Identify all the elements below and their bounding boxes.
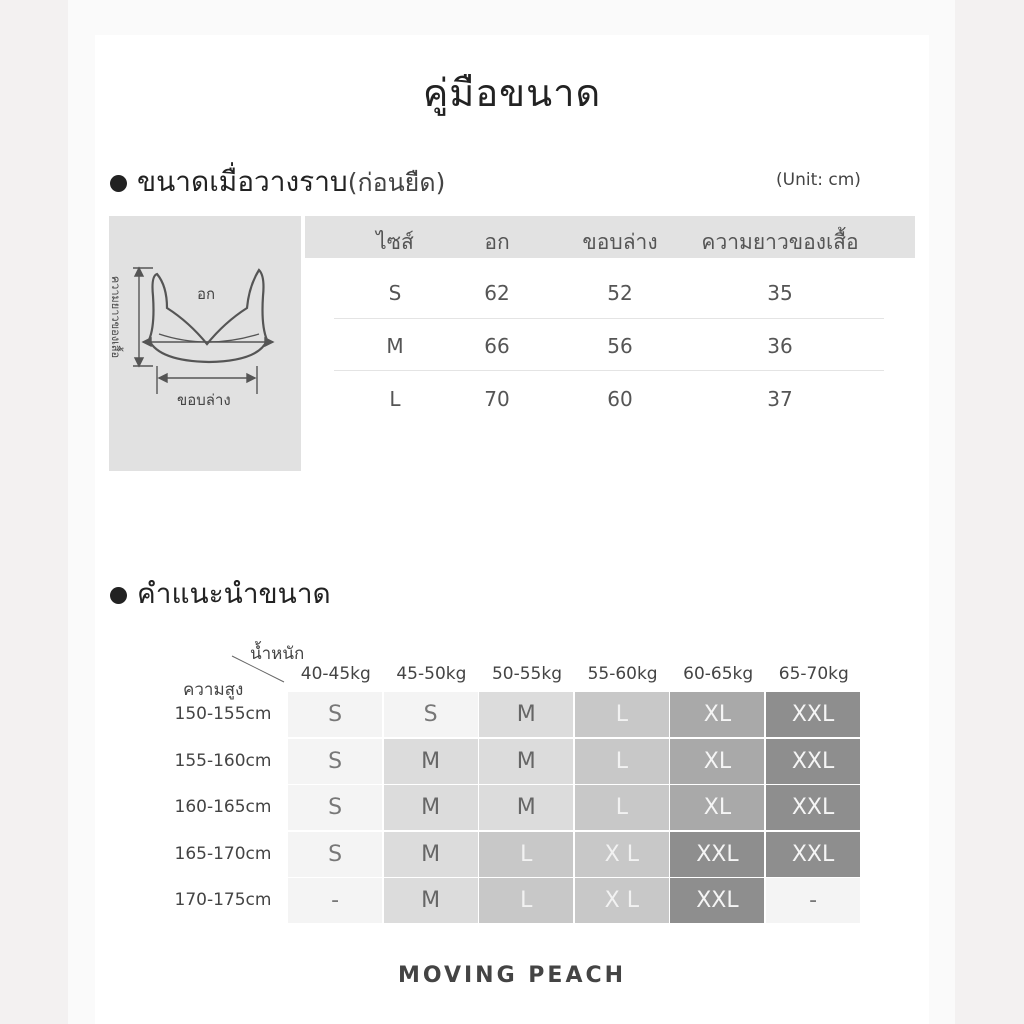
weight-column-header: 40-45kg [300,664,371,684]
weight-column-header: 45-50kg [396,664,467,684]
height-row-header: 160-165cm [174,797,272,818]
diagram-length-label: ความยาวของเสื้อ [109,275,123,359]
height-row-header: 165-170cm [174,843,272,864]
size-cell: L [479,878,573,923]
flat-size-heading [110,160,445,204]
size-cell: S [288,739,382,784]
diagram-bust-label: อก [197,285,216,303]
size-cell: L [479,832,573,877]
size-cell: - [288,878,382,923]
weight-column-header: 50-55kg [491,664,562,684]
size-cell: S [288,785,382,830]
unit-label: (Unit: cm) [776,170,861,190]
diagram-underband-label: ขอบล่าง [177,391,231,409]
size-cell: M [384,785,478,830]
size-cell: S [384,692,478,737]
size-cell: X L [575,878,669,923]
size-cell: M [384,878,478,923]
size-cell: XL [670,692,764,737]
weight-column-header: 65-70kg [778,664,849,684]
weight-axis-label: น้ำหนัก [250,644,305,664]
flat-col-header: ขอบล่าง [582,230,658,254]
size-cell: XXL [766,739,860,784]
size-cell: M [479,785,573,830]
size-cell: XXL [766,785,860,830]
recommend-heading [110,572,331,616]
size-cell: L [575,692,669,737]
size-cell: M [479,692,573,737]
size-cell: S [288,832,382,877]
size-cell: L [575,785,669,830]
flat-cell: 37 [767,387,793,411]
flat-col-header: อก [484,230,510,254]
size-cell: XXL [670,832,764,877]
flat-size-heading-sub: (ก่อนยืด) [347,168,446,197]
flat-cell: 70 [484,387,510,411]
size-cell: XXL [670,878,764,923]
row-divider [334,370,884,371]
bullet-icon [110,587,127,604]
height-axis-label: ความสูง [183,680,244,700]
size-cell: X L [575,832,669,877]
size-cell: XL [670,785,764,830]
row-divider [334,318,884,319]
size-cell: M [384,739,478,784]
recommend-heading-text: คำแนะนำขนาด [137,577,331,610]
flat-cell: 36 [767,334,793,358]
height-row-header: 170-175cm [174,890,272,911]
size-cell: XXL [766,832,860,877]
brand-logo: MOVING PEACH [397,963,627,988]
size-cell: XXL [766,692,860,737]
flat-col-header: ความยาวของเสื้อ [701,230,859,254]
size-cell: M [384,832,478,877]
weight-column-header: 60-65kg [683,664,754,684]
flat-col-header: ไซส์ [376,230,414,254]
bullet-icon [110,175,127,192]
size-cell: - [766,878,860,923]
flat-cell: 60 [607,387,633,411]
page-title: คู่มือขนาด [422,71,602,115]
flat-cell: L [389,387,401,411]
flat-cell: 56 [607,334,633,358]
weight-column-header: 55-60kg [587,664,658,684]
flat-cell: M [386,334,404,358]
height-row-header: 150-155cm [174,704,272,724]
flat-cell: 35 [767,281,793,305]
height-row-header: 155-160cm [174,750,272,771]
size-cell: S [288,692,382,737]
flat-cell: S [388,281,402,305]
flat-size-heading-text: ขนาดเมื่อวางราบ [137,165,348,198]
size-cell: XL [670,739,764,784]
bra-outline-icon [109,216,301,471]
bra-diagram [109,216,301,471]
flat-cell: 66 [484,334,510,358]
flat-cell: 62 [484,281,510,305]
flat-cell: 52 [607,281,633,305]
size-cell: L [575,739,669,784]
size-cell: M [479,739,573,784]
